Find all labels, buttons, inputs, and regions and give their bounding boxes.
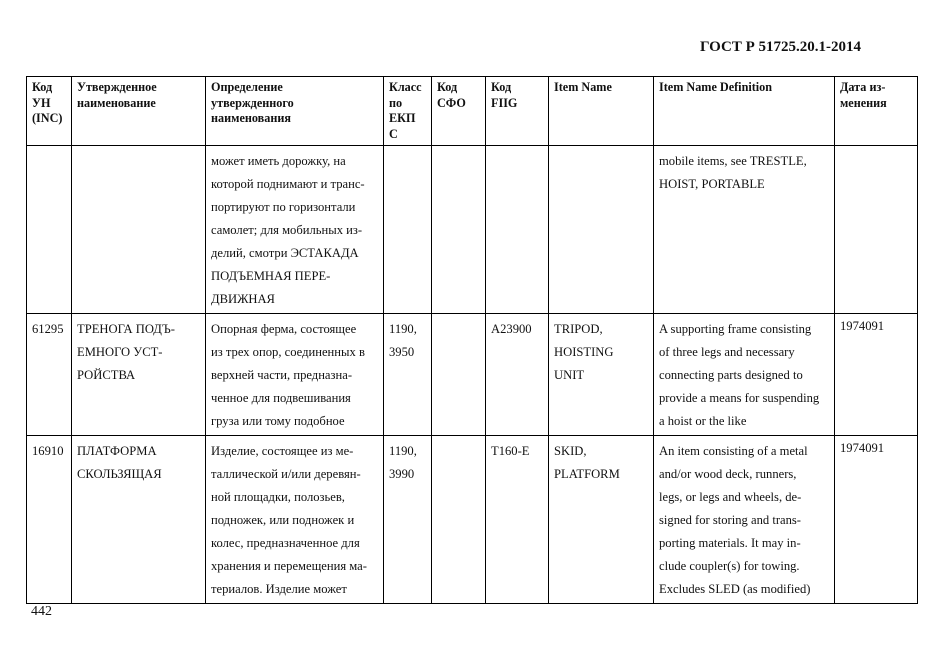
cell-definition: Изделие, состоящее из ме- таллической и/или деревян- ной площадки, полозьев, подножек, или подножек и колес, предназначенное для хранения и перемещения ма- териалов. Изделие может — [206, 436, 384, 604]
cell-inc — [27, 146, 72, 314]
header-change-date: Дата из- менения — [835, 77, 918, 146]
cell-sfo — [432, 314, 486, 436]
item-name-table — [26, 76, 918, 604]
cell-inc: 61295 — [27, 314, 72, 436]
cell-item-name: TRIPOD, HOISTING UNIT — [549, 314, 654, 436]
cell-approved-name — [72, 146, 206, 314]
header-inc: Код УН (INC) — [27, 77, 72, 146]
cell-class: 1190, 3950 — [384, 314, 432, 436]
table-row — [27, 314, 918, 436]
table-row — [27, 436, 918, 604]
header-approved-name: Утвержденное наименование — [72, 77, 206, 146]
cell-inc: 16910 — [27, 436, 72, 604]
header-item-name-definition: Item Name Definition — [654, 77, 835, 146]
standard-designation: ГОСТ Р 51725.20.1-2014 — [700, 39, 862, 55]
cell-sfo — [432, 436, 486, 604]
cell-class: 1190, 3990 — [384, 436, 432, 604]
cell-fiig — [486, 146, 549, 314]
cell-change-date: 1974091 — [835, 314, 918, 436]
cell-approved-name: ТРЕНОГА ПОДЪ- ЕМНОГО УСТ- РОЙСТВА — [72, 314, 206, 436]
cell-change-date: 1974091 — [835, 436, 918, 604]
table-header-row — [27, 77, 918, 146]
cell-item-definition: An item consisting of a metal and/or wood deck, runners, legs, or legs and wheels, de- signed for storing and trans- porting materials. It may in- clude coupler(s) for towing. Excludes SLED (as modified) — [654, 436, 835, 604]
cell-approved-name: ПЛАТФОРМА СКОЛЬЗЯЩАЯ — [72, 436, 206, 604]
cell-definition: Опорная ферма, состоящее из трех опор, соединенных в верхней части, предназна- ченное для подвешивания груза или тому подобное — [206, 314, 384, 436]
header-definition: Определение утвержденного наименования — [206, 77, 384, 146]
cell-item-definition: A supporting frame consisting of three legs and necessary connecting parts designed to provide a means for suspending a hoist or the like — [654, 314, 835, 436]
cell-item-name: SKID, PLATFORM — [549, 436, 654, 604]
header-class: Класс по ЕКП С — [384, 77, 432, 146]
page-number: 442 — [31, 604, 52, 619]
header-item-name: Item Name — [549, 77, 654, 146]
cell-change-date — [835, 146, 918, 314]
cell-item-name — [549, 146, 654, 314]
cell-definition: может иметь дорожку, на которой поднимают и транс- портируют по горизонтали самолет; для мобильных из- делий, смотри ЭСТАКАДА ПОДЪЕМНАЯ ПЕРЕ- ДВИЖНАЯ — [206, 146, 384, 314]
cell-item-definition: mobile items, see TRESTLE, HOIST, PORTABLE — [654, 146, 835, 314]
cell-fiig: A23900 — [486, 314, 549, 436]
table-row — [27, 146, 918, 314]
cell-sfo — [432, 146, 486, 314]
header-fiig: Код FIIG — [486, 77, 549, 146]
cell-class — [384, 146, 432, 314]
header-sfo: Код СФО — [432, 77, 486, 146]
cell-fiig: T160-E — [486, 436, 549, 604]
